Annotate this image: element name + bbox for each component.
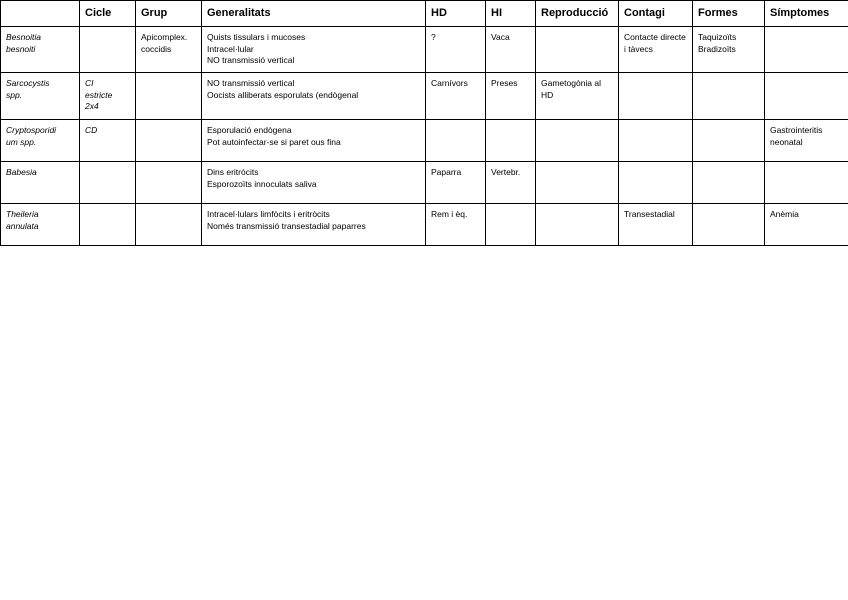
simptomes-cell [765, 27, 848, 73]
generalitats-line: Dins eritròcits [207, 167, 259, 177]
species-cell [1, 120, 80, 162]
hd-cell: Rem i èq. [426, 204, 486, 246]
grup-cell [136, 27, 202, 73]
species-name-line: Besnoitia [6, 32, 41, 42]
hi-cell: Vaca [486, 27, 536, 73]
species-name-line: Cryptosporidi [6, 125, 57, 135]
formes-cell [693, 73, 765, 120]
hd-cell [426, 120, 486, 162]
species-name-line: besnoiti [6, 43, 36, 54]
header-grup: Grup [136, 1, 202, 27]
formes-cell [693, 27, 765, 73]
header-hi: HI [486, 1, 536, 27]
header-formes: Formes [693, 1, 765, 27]
hd-cell: ? [426, 27, 486, 73]
generalitats-line: Només transmissió transestadial paparres [207, 220, 366, 231]
species-name-line: Theileria [6, 209, 39, 219]
cicle-line: estricte [85, 89, 113, 100]
hd-cell: Carnívors [426, 73, 486, 120]
grup-line: Apicomplex. [141, 32, 188, 42]
formes-line: Taquizoïts [698, 32, 737, 42]
simptomes-cell [765, 73, 848, 120]
generalitats-line: NO transmissió vertical [207, 55, 295, 65]
parasites-table [0, 0, 848, 246]
contagi-cell: Transestadial [619, 204, 693, 246]
header-generalitats: Generalitats [202, 1, 426, 27]
simptomes-cell [765, 162, 848, 204]
generalitats-cell [202, 73, 426, 120]
cicle-line: 2x4 [85, 101, 99, 111]
simptomes-cell: Anèmia [765, 204, 848, 246]
cicle-cell [80, 73, 136, 120]
generalitats-cell [202, 162, 426, 204]
species-name-line: spp. [6, 89, 23, 100]
table-row [1, 162, 848, 204]
reproduccio-cell [536, 27, 619, 73]
cicle-line: CD [85, 125, 98, 135]
hd-cell: Paparra [426, 162, 486, 204]
contagi-cell [619, 162, 693, 204]
table-row [1, 204, 848, 246]
generalitats-line: NO transmissió vertical [207, 78, 295, 88]
species-cell [1, 27, 80, 73]
header-simptomes: Símptomes [765, 1, 848, 27]
generalitats-cell [202, 204, 426, 246]
table-row [1, 73, 848, 120]
hi-cell [486, 204, 536, 246]
species-name-line: annulata [6, 220, 39, 231]
header-cicle: Cicle [80, 1, 136, 27]
header-contagi: Contagi [619, 1, 693, 27]
reproduccio-text: Gametogònia al HD [541, 78, 602, 100]
species-name-line: Babesia [6, 167, 37, 177]
formes-cell [693, 204, 765, 246]
contagi-cell [619, 120, 693, 162]
grup-cell [136, 204, 202, 246]
generalitats-line: Esporulació endògena [207, 125, 292, 135]
generalitats-line: Intracel·lulars limfòcits i eritròcits [207, 209, 330, 219]
grup-cell [136, 162, 202, 204]
grup-line: coccidis [141, 43, 172, 54]
hi-cell [486, 120, 536, 162]
species-name-line: um spp. [6, 136, 37, 147]
reproduccio-cell [536, 73, 619, 120]
species-cell [1, 204, 80, 246]
cicle-cell [80, 162, 136, 204]
generalitats-line: Oocists alliberats esporulats (endògenal [207, 89, 359, 100]
cicle-cell [80, 204, 136, 246]
reproduccio-cell [536, 204, 619, 246]
generalitats-line: Quists tissulars i mucoses [207, 32, 306, 42]
hi-cell: Vertebr. [486, 162, 536, 204]
grup-cell [136, 73, 202, 120]
header-row [1, 1, 848, 27]
contagi-cell [619, 73, 693, 120]
species-cell [1, 73, 80, 120]
generalitats-cell [202, 120, 426, 162]
generalitats-cell [202, 27, 426, 73]
reproduccio-cell [536, 162, 619, 204]
species-name-line: Sarcocystis [6, 78, 50, 88]
formes-cell [693, 162, 765, 204]
cicle-cell [80, 120, 136, 162]
grup-cell [136, 120, 202, 162]
header-hd: HD [426, 1, 486, 27]
generalitats-line: Pot autoinfectar-se si paret ous fina [207, 136, 341, 147]
hi-cell: Preses [486, 73, 536, 120]
cicle-cell [80, 27, 136, 73]
contagi-cell [619, 27, 693, 73]
reproduccio-cell [536, 120, 619, 162]
generalitats-line: Esporozoïts innoculats saliva [207, 178, 317, 189]
species-cell [1, 162, 80, 204]
contagi-text: Contacte directe i tàvecs [624, 32, 686, 54]
cicle-line: CI [85, 78, 94, 88]
table-row [1, 27, 848, 73]
simptomes-text: Gastrointeritis neonatal [770, 125, 823, 147]
generalitats-line: Intracel·lular [207, 43, 254, 54]
table-row [1, 120, 848, 162]
formes-cell [693, 120, 765, 162]
header-reproduccio: Reproducció [536, 1, 619, 27]
simptomes-cell [765, 120, 848, 162]
formes-line: Bradizoïts [698, 43, 736, 54]
header-blank [1, 1, 80, 27]
